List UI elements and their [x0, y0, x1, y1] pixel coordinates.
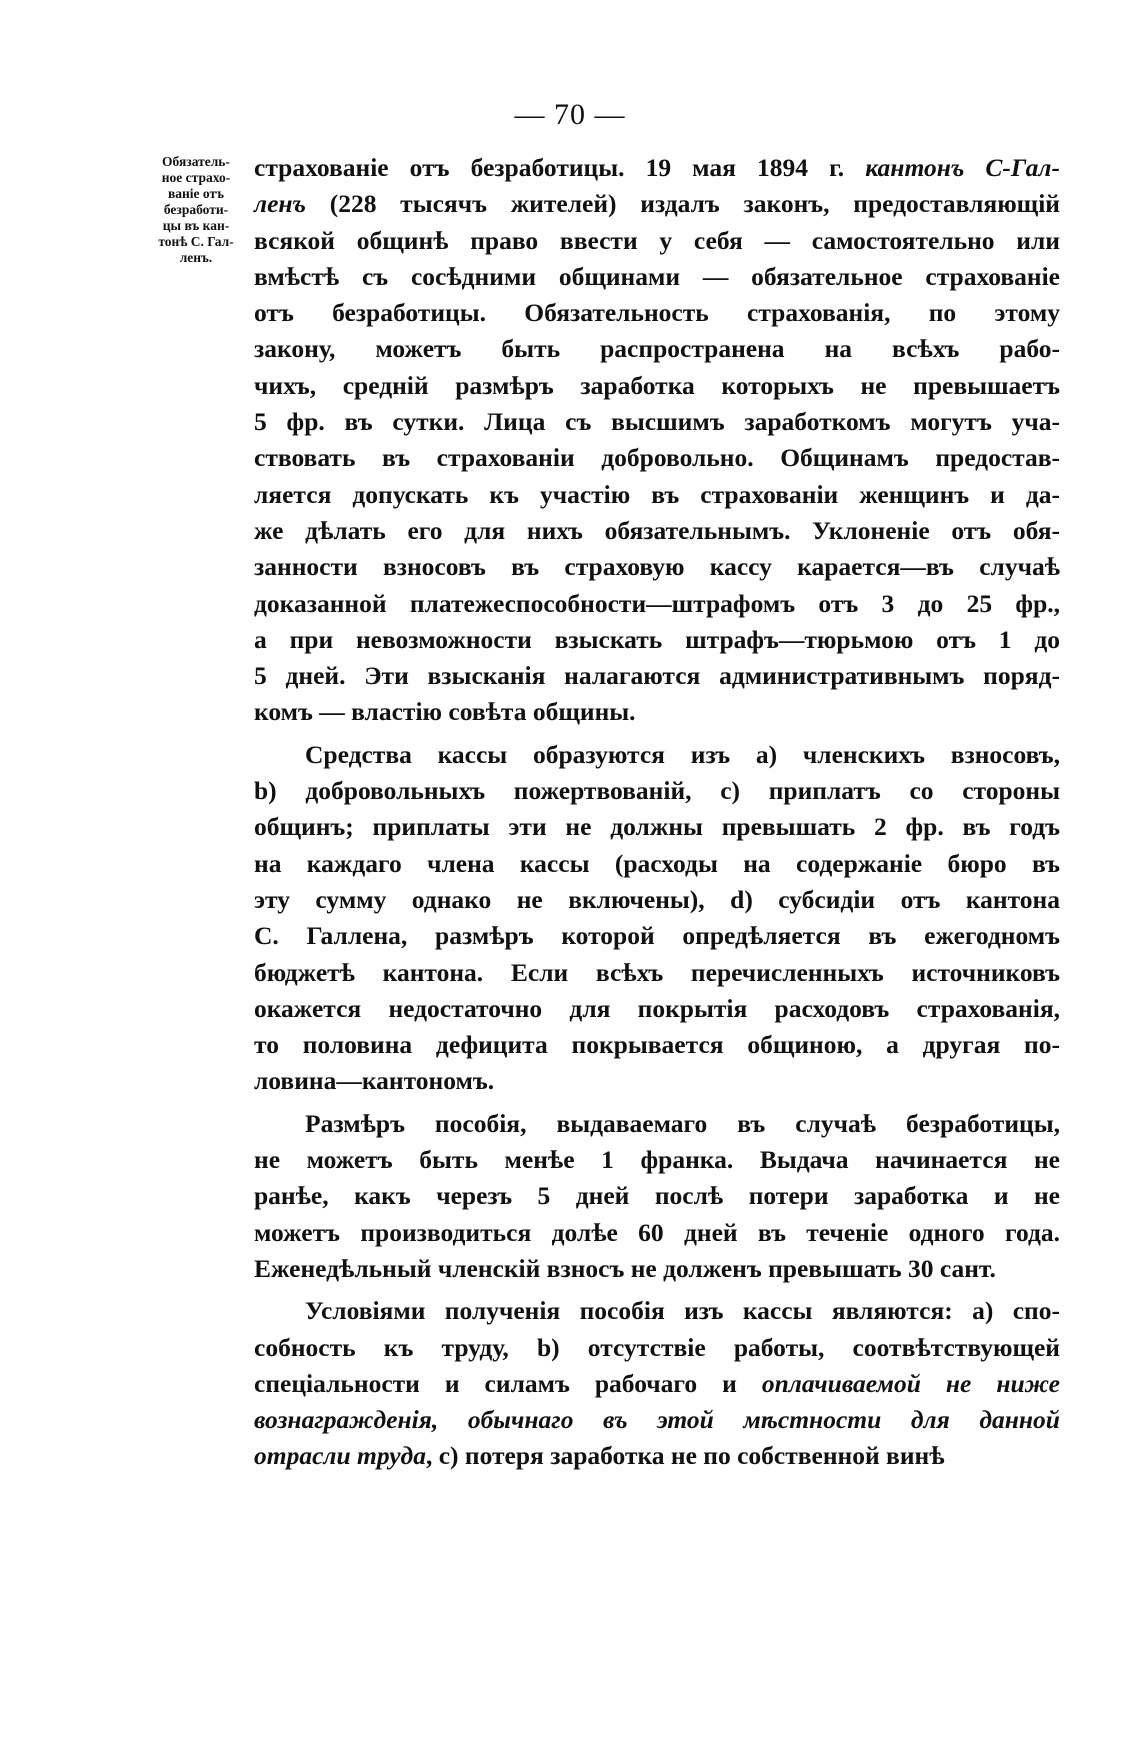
text-run: бюджетѣ кантона. Если всѣхъ перечисленныхъ источниковъ: [254, 957, 1060, 987]
text-line: [254, 918, 1060, 954]
italic-text: оплачиваемой не ниже: [761, 1368, 1060, 1398]
text-run: общинъ; приплаты эти не должны превышать 2 фр. въ годъ: [254, 812, 1060, 842]
text-run: 5 дней. Эти взысканія налагаются административнымъ поряд-: [254, 661, 1060, 691]
margin-note-line: тонѣ С. Гал-: [158, 234, 234, 249]
text-line: [254, 991, 1060, 1027]
text-run: закону, можетъ быть распространена на всѣхъ рабо-: [254, 334, 1060, 364]
text-run: Размѣръ пособія, выдаваемаго въ случаѣ безработицы,: [254, 1108, 1060, 1138]
italic-text: вознагражденія, обычнаго въ этой мѣстности для данной: [254, 1405, 1060, 1435]
text-run: отъ безработицы. Обязательность страхованія, по этому: [254, 298, 1060, 328]
text-run: доказанной платежеспособности—штрафомъ отъ 3 до 25 фр.,: [254, 588, 1060, 618]
text-line: [254, 1251, 1060, 1287]
paragraph: [254, 1106, 1060, 1287]
text-line: [254, 1293, 1060, 1329]
text-line: [254, 404, 1060, 440]
text-line: [254, 1027, 1060, 1063]
text-run: то половина дефицита покрывается общиною, а другая по-: [254, 1030, 1060, 1060]
text-run: чихъ, средній размѣръ заработка которыхъ не превышаетъ: [254, 370, 1060, 400]
text-run: комъ — властію совѣта общины.: [254, 697, 636, 727]
text-run: спеціальности и силамъ рабочаго и: [254, 1368, 762, 1398]
text-line: [254, 1366, 1060, 1402]
paragraph: [254, 737, 1060, 1100]
text-run: можетъ производиться долѣе 60 дней въ теченіе одного года.: [254, 1217, 1060, 1247]
text-line: [254, 622, 1060, 658]
text-line: [254, 368, 1060, 404]
italic-text: ленъ: [254, 189, 306, 219]
margin-note-line: цы въ кан-: [162, 218, 230, 233]
text-line: [254, 694, 1060, 730]
margin-note-line: ленъ.: [179, 250, 213, 265]
text-run: занности взносовъ въ страховую кассу карается—въ случаѣ: [254, 552, 1060, 582]
text-run: Средства кассы образуются изъ a) членскихъ взносовъ,: [254, 739, 1060, 769]
margin-note-line: Обязатель-: [162, 154, 230, 169]
text-line: [254, 586, 1060, 622]
text-line: [254, 737, 1060, 773]
text-run: 5 фр. въ сутки. Лица съ высшимъ заработкомъ могутъ уча-: [254, 407, 1060, 437]
text-line: [254, 1330, 1060, 1366]
text-line: [254, 1215, 1060, 1251]
text-line: [254, 882, 1060, 918]
text-run: же дѣлать его для нихъ обязательнымъ. Уклоненіе отъ обя-: [254, 515, 1060, 545]
text-line: [254, 513, 1060, 549]
text-run: вмѣстѣ съ сосѣдними общинами — обязательное страхованіе: [254, 261, 1060, 291]
text-line: [254, 1063, 1060, 1099]
text-line: [254, 150, 1060, 186]
margin-note-line: ваніе отъ: [167, 186, 224, 201]
body-text: [254, 150, 1060, 1475]
text-run: ловина—кантономъ.: [254, 1066, 495, 1096]
text-run: всякой общинѣ право ввести у себя — самостоятельно или: [254, 225, 1060, 255]
text-line: [254, 1106, 1060, 1142]
paragraph: [254, 1293, 1060, 1474]
text-run: а при невозможности взыскать штрафъ—тюрьмою отъ 1 до: [254, 624, 1060, 654]
paragraph: [254, 150, 1060, 731]
text-run: ляется допускать къ участію въ страхованіи женщинъ и да-: [254, 479, 1060, 509]
text-run: эту сумму однако не включены), d) субсидіи отъ кантона: [254, 884, 1060, 914]
text-run: Условіями полученія пособія изъ кассы являются: a) спо-: [254, 1296, 1060, 1326]
margin-note: [126, 154, 266, 266]
text-line: [254, 846, 1060, 882]
text-line: [254, 658, 1060, 694]
text-line: [254, 331, 1060, 367]
text-run: Еженедѣльный членскій взносъ не долженъ превышать 30 сант.: [254, 1253, 996, 1283]
text-run: С. Галлена, размѣръ которой опредѣляется въ ежегодномъ: [254, 921, 1060, 951]
text-run: b) добровольныхъ пожертвованій, c) приплатъ со стороны: [254, 776, 1060, 806]
text-line: [254, 549, 1060, 585]
text-line: [254, 186, 1060, 222]
text-line: [254, 1402, 1060, 1438]
text-line: [254, 773, 1060, 809]
margin-note-line: безработи-: [163, 202, 229, 217]
text-line: [254, 809, 1060, 845]
text-run: страхованіе отъ безработицы. 19 мая 1894 г.: [254, 153, 866, 182]
text-run: окажется недостаточно для покрытія расходовъ страхованія,: [254, 993, 1060, 1023]
text-run: на каждаго члена кассы (расходы на содержаніе бюро въ: [254, 848, 1060, 878]
text-line: [254, 223, 1060, 259]
text-line: [254, 295, 1060, 331]
page-number: — 70 —: [514, 98, 626, 131]
text-line: [254, 955, 1060, 991]
text-line: [254, 440, 1060, 476]
text-run: ранѣе, какъ черезъ 5 дней послѣ потери заработка и не: [254, 1181, 1060, 1211]
margin-note-line: ное страхо-: [161, 170, 231, 185]
text-run: , c) потеря заработка не по собственной винѣ: [425, 1441, 945, 1471]
italic-text: отрасли труда: [254, 1441, 426, 1471]
text-line: [254, 1178, 1060, 1214]
text-run: (228 тысячъ жителей) издалъ законъ, предоставляющій: [306, 189, 1060, 219]
text-line: [254, 1142, 1060, 1178]
text-run: не можетъ быть менѣе 1 франка. Выдача начинается не: [254, 1145, 1060, 1175]
text-line: [254, 259, 1060, 295]
text-run: ствовать въ страхованіи добровольно. Общинамъ предостав-: [254, 443, 1060, 473]
text-line: [254, 477, 1060, 513]
text-run: собность къ труду, b) отсутствіе работы, соотвѣтствующей: [254, 1332, 1060, 1362]
text-line: [254, 1438, 1060, 1474]
italic-text: кантонъ С-Гал-: [865, 153, 1060, 182]
